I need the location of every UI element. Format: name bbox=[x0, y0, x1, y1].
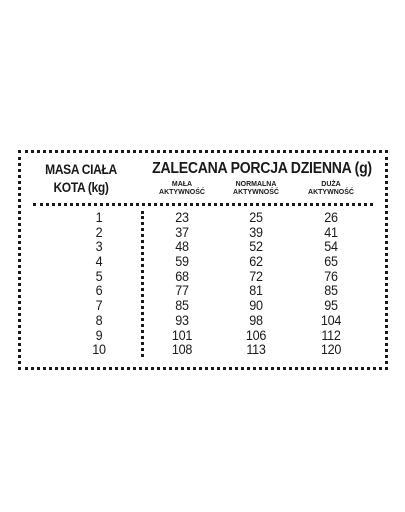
normal-activity-cell: 98 bbox=[249, 311, 263, 328]
weight-cell: 8 bbox=[95, 311, 103, 328]
low-activity-column bbox=[152, 210, 212, 357]
high-activity-cell: 120 bbox=[320, 341, 342, 358]
high-activity-cell: 41 bbox=[324, 223, 338, 240]
normal-activity-label-line2: AKTYWNOŚĆ bbox=[233, 188, 279, 196]
normal-activity-cell: 52 bbox=[249, 238, 263, 255]
normal-activity-cell: 81 bbox=[249, 282, 263, 299]
low-activity-cell: 37 bbox=[175, 223, 189, 240]
normal-activity-header bbox=[216, 181, 296, 196]
normal-activity-cell: 39 bbox=[249, 223, 263, 240]
low-activity-cell: 77 bbox=[175, 282, 189, 299]
normal-activity-cell: 72 bbox=[249, 267, 263, 284]
low-activity-label-line1: MAŁA bbox=[171, 181, 193, 188]
weight-cell: 7 bbox=[95, 297, 103, 314]
high-activity-header bbox=[291, 181, 371, 196]
high-activity-cell: 85 bbox=[324, 282, 338, 299]
weight-header-line1: MASA CIAŁA bbox=[45, 161, 117, 177]
normal-activity-column bbox=[226, 210, 286, 357]
low-activity-label-line2: AKTYWNOŚĆ bbox=[159, 188, 205, 196]
low-activity-cell: 108 bbox=[171, 341, 193, 358]
low-activity-cell: 59 bbox=[175, 253, 189, 270]
weight-cell: 9 bbox=[95, 326, 103, 343]
weight-column bbox=[69, 210, 129, 357]
normal-activity-cell: 62 bbox=[249, 253, 263, 270]
high-activity-cell: 65 bbox=[324, 253, 338, 270]
low-activity-cell: 85 bbox=[175, 297, 189, 314]
high-activity-column bbox=[301, 210, 361, 357]
high-activity-label-line1: DUŻA bbox=[321, 181, 341, 188]
weight-cell: 2 bbox=[95, 223, 103, 240]
high-activity-cell: 26 bbox=[324, 209, 338, 225]
low-activity-cell: 48 bbox=[175, 238, 189, 255]
normal-activity-cell: 90 bbox=[249, 297, 263, 314]
weight-cell: 4 bbox=[95, 253, 103, 270]
weight-header-line2: KOTA (kg) bbox=[53, 179, 109, 195]
feeding-table bbox=[18, 150, 388, 370]
low-activity-cell: 101 bbox=[171, 326, 193, 343]
weight-cell: 3 bbox=[95, 238, 103, 255]
normal-activity-cell: 113 bbox=[246, 341, 266, 358]
weight-cell: 6 bbox=[95, 282, 103, 299]
high-activity-cell: 76 bbox=[324, 267, 338, 284]
low-activity-cell: 68 bbox=[175, 267, 189, 284]
normal-activity-cell: 106 bbox=[245, 326, 267, 343]
header-divider bbox=[33, 203, 373, 206]
weight-cell: 1 bbox=[95, 209, 103, 225]
weight-cell: 10 bbox=[92, 341, 106, 358]
low-activity-cell: 23 bbox=[175, 209, 189, 225]
high-activity-cell: 104 bbox=[320, 311, 342, 328]
high-activity-cell: 54 bbox=[324, 238, 338, 255]
low-activity-cell: 93 bbox=[175, 311, 189, 328]
high-activity-label-line2: AKTYWNOŚĆ bbox=[308, 188, 354, 196]
low-activity-header bbox=[142, 181, 222, 196]
weight-cell: 5 bbox=[95, 267, 103, 284]
column-divider bbox=[141, 211, 144, 357]
high-activity-cell: 95 bbox=[324, 297, 338, 314]
high-activity-cell: 112 bbox=[321, 326, 341, 343]
normal-activity-cell: 25 bbox=[249, 209, 263, 225]
portion-header-title: ZALECANA PORCJA DZIENNA (g) bbox=[152, 160, 372, 177]
normal-activity-label-line1: NORMALNA bbox=[235, 181, 277, 188]
